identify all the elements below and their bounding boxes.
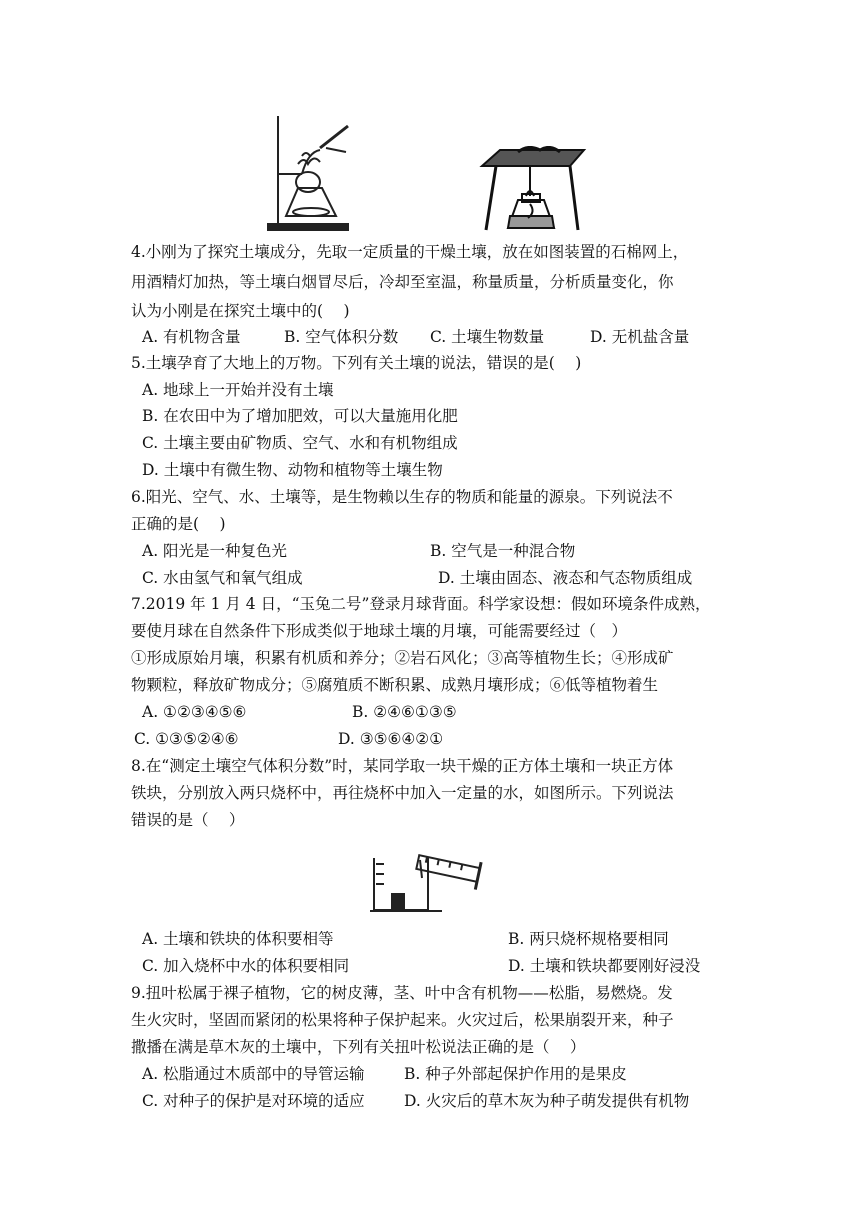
q6-option-d[interactable]: D. 土壤由固态、液态和气态物质组成	[438, 569, 693, 587]
q6-option-c[interactable]: C. 水由氢气和氧气组成	[142, 569, 303, 587]
q6-line-2: 正确的是( )	[131, 515, 226, 533]
q7-option-d[interactable]: D. ③⑤⑥④②①	[338, 730, 444, 748]
tripod-asbestos-net-figure	[478, 146, 590, 236]
q7-line-3: ①形成原始月壤，积累有机质和养分；②岩石风化；③高等植物生长；④形成矿	[131, 649, 674, 667]
q5-stem: 5.土壤孕育了大地上的万物。下列有关土壤的说法，错误的是( )	[131, 354, 582, 372]
q8-option-d[interactable]: D. 土壤和铁块都要刚好浸没	[508, 957, 701, 975]
q4-line-2: 用酒精灯加热，等土壤白烟冒尽后，冷却至室温，称量质量，分析质量变化，你	[131, 273, 674, 291]
q7-option-c[interactable]: C. ①③⑤②④⑥	[134, 730, 239, 748]
q8-line-2: 铁块，分别放入两只烧杯中，再往烧杯中加入一定量的水，如图所示。下列说法	[131, 784, 674, 802]
q9-option-c[interactable]: C. 对种子的保护是对环境的适应	[142, 1092, 365, 1110]
q8-option-b[interactable]: B. 两只烧杯规格要相同	[508, 930, 669, 948]
q5-option-a[interactable]: A. 地球上一开始并没有土壤	[142, 381, 334, 399]
q9-option-b[interactable]: B. 种子外部起保护作用的是果皮	[404, 1065, 627, 1083]
q8-line-1: 8.在“测定土壤空气体积分数”时，某同学取一块干燥的正方体土壤和一块正方体	[131, 757, 674, 775]
q6-option-b[interactable]: B. 空气是一种混合物	[430, 542, 576, 560]
q9-line-1: 9.扭叶松属于裸子植物，它的树皮薄，茎、叶中含有机物——松脂，易燃烧。发	[131, 984, 673, 1002]
q7-option-b[interactable]: B. ②④⑥①③⑤	[352, 703, 457, 721]
q4-line-3: 认为小刚是在探究土壤中的( )	[131, 302, 350, 320]
q6-option-a[interactable]: A. 阳光是一种复色光	[142, 542, 288, 560]
beaker-pouring-water-figure	[370, 848, 488, 914]
q7-line-1: 7.2019 年 1 月 4 日，“玉兔二号”登录月球背面。科学家设想：假如环境条件成熟，	[131, 595, 711, 613]
q4-option-d[interactable]: D. 无机盐含量	[590, 328, 690, 346]
q8-option-a[interactable]: A. 土壤和铁块的体积要相等	[142, 930, 334, 948]
q9-line-3: 撒播在满是草木灰的土壤中，下列有关扭叶松说法正确的是（ ）	[131, 1038, 586, 1056]
q4-option-b[interactable]: B. 空气体积分数	[284, 328, 399, 346]
q7-line-4: 物颗粒，释放矿物成分；⑤腐殖质不断积累、成熟月壤形成；⑥低等植物着生	[131, 676, 659, 694]
q9-option-d[interactable]: D. 火灾后的草木灰为种子萌发提供有机物	[404, 1092, 690, 1110]
q5-option-c[interactable]: C. 土壤主要由矿物质、空气、水和有机物组成	[142, 434, 458, 452]
q8-option-c[interactable]: C. 加入烧杯中水的体积要相同	[142, 957, 350, 975]
q5-option-b[interactable]: B. 在农田中为了增加肥效，可以大量施用化肥	[142, 407, 458, 425]
q5-option-d[interactable]: D. 土壤中有微生物、动物和植物等土壤生物	[142, 461, 443, 479]
q7-line-2: 要使月球在自然条件下形成类似于地球土壤的月壤，可能需要经过（ ）	[131, 622, 628, 640]
q4-line-1: 4.小刚为了探究土壤成分，先取一定质量的干燥土壤，放在如图装置的石棉网上，	[131, 243, 689, 261]
q4-option-c[interactable]: C. 土壤生物数量	[430, 328, 545, 346]
q7-option-a[interactable]: A. ①②③④⑤⑥	[142, 703, 247, 721]
q8-line-3: 错误的是（ ）	[131, 811, 245, 829]
q4-option-a[interactable]: A. 有机物含量	[142, 328, 241, 346]
iron-stand-heating-figure	[262, 112, 362, 234]
q9-option-a[interactable]: A. 松脂通过木质部中的导管运输	[142, 1065, 365, 1083]
q6-line-1: 6.阳光、空气、水、土壤等，是生物赖以生存的物质和能量的源泉。下列说法不	[131, 488, 673, 506]
q9-line-2: 生火灾时，坚固而紧闭的松果将种子保护起来。火灾过后，松果崩裂开来，种子	[131, 1011, 674, 1029]
